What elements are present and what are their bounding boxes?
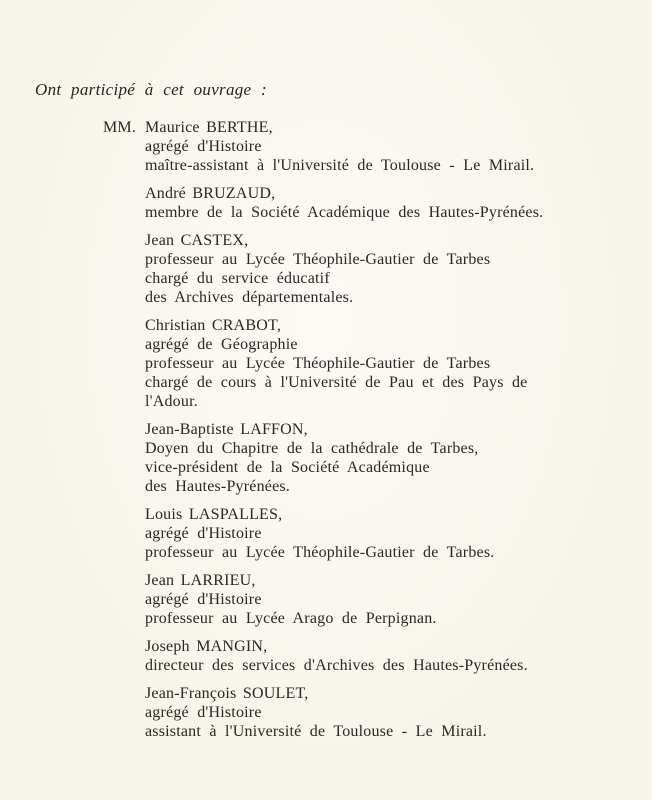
contributor-entry bbox=[145, 637, 623, 675]
contributor-detail: professeur au Lycée Arago de Perpignan. bbox=[145, 610, 437, 627]
contributor-name: Christian CRABOT, bbox=[145, 317, 282, 334]
contributor-detail: des Hautes-Pyrénées. bbox=[145, 478, 291, 495]
contributor-entry bbox=[103, 118, 623, 175]
contributor-name: Jean-Baptiste LAFFON, bbox=[145, 421, 308, 438]
contributor-detail: chargé du service éducatif bbox=[145, 270, 330, 287]
contributor-entry bbox=[145, 684, 623, 741]
contributor-name: André BRUZAUD, bbox=[145, 185, 276, 202]
contributor-detail: agrégé de Géographie bbox=[145, 336, 298, 353]
contributor-detail: l'Adour. bbox=[145, 393, 198, 410]
mm-prefix: MM. bbox=[103, 119, 137, 136]
contributor-detail: maître-assistant à l'Université de Toulouse - Le Mirail. bbox=[145, 157, 535, 174]
contributor-detail: professeur au Lycée Théophile-Gautier de Tarbes bbox=[145, 355, 491, 372]
contributor-detail: directeur des services d'Archives des Hautes-Pyrénées. bbox=[145, 657, 528, 674]
contributor-detail: Doyen du Chapitre de la cathédrale de Tarbes, bbox=[145, 440, 479, 457]
contributor-name: Jean-François SOULET, bbox=[145, 685, 309, 702]
page-heading: Ont participé à cet ouvrage : bbox=[35, 80, 268, 99]
contributor-name: Maurice BERTHE, bbox=[145, 119, 273, 136]
contributor-detail: assistant à l'Université de Toulouse - Le Mirail. bbox=[145, 723, 487, 740]
contributor-entry bbox=[145, 505, 623, 562]
contributor-entry bbox=[145, 420, 623, 496]
contributor-detail: agrégé d'Histoire bbox=[145, 525, 262, 542]
contributor-detail: agrégé d'Histoire bbox=[145, 704, 262, 721]
contributor-detail: agrégé d'Histoire bbox=[145, 138, 262, 155]
contributor-detail: agrégé d'Histoire bbox=[145, 591, 262, 608]
contributor-name: Jean CASTEX, bbox=[145, 232, 249, 249]
contributor-name: Louis LASPALLES, bbox=[145, 506, 283, 523]
contributor-entry bbox=[145, 184, 623, 222]
contributor-detail: membre de la Société Académique des Hautes-Pyrénées. bbox=[145, 204, 544, 221]
contributor-entry bbox=[145, 571, 623, 628]
contributor-detail: chargé de cours à l'Université de Pau et des Pays de bbox=[145, 374, 528, 391]
contributor-name: Jean LARRIEU, bbox=[145, 572, 256, 589]
contributor-entry bbox=[145, 316, 623, 411]
contributor-detail: vice-président de la Société Académique bbox=[145, 459, 430, 476]
contributor-entry bbox=[145, 231, 623, 307]
contributor-name: Joseph MANGIN, bbox=[145, 638, 268, 655]
contributor-detail: professeur au Lycée Théophile-Gautier de Tarbes bbox=[145, 251, 491, 268]
contributor-list bbox=[103, 118, 623, 750]
contributor-detail: des Archives départementales. bbox=[145, 289, 354, 306]
contributor-detail: professeur au Lycée Théophile-Gautier de Tarbes. bbox=[145, 544, 495, 561]
